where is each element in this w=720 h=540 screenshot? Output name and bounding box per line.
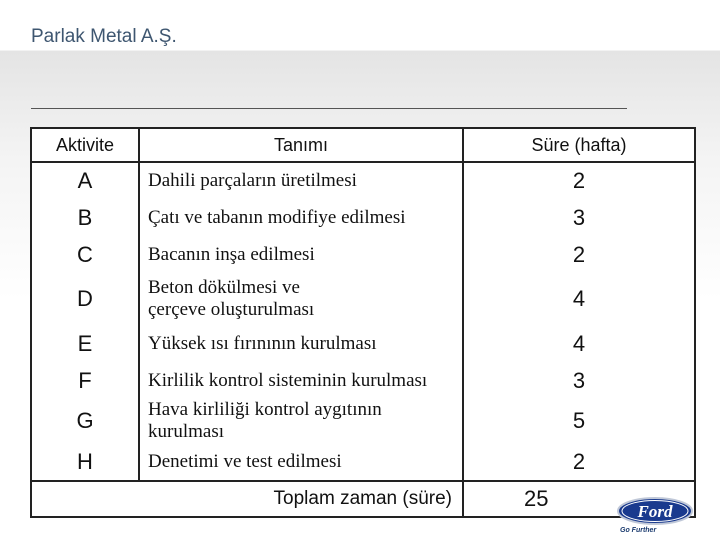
- activity-description: Hava kirliliği kontrol aygıtının kurulması: [139, 399, 463, 443]
- activity-duration: 4: [463, 273, 695, 325]
- activity-code: G: [31, 399, 139, 443]
- total-row: [31, 481, 695, 517]
- activity-code: B: [31, 199, 139, 236]
- total-value-text: 25: [524, 486, 549, 511]
- table-row: [31, 236, 695, 273]
- activity-duration: 2: [463, 236, 695, 273]
- activity-code: F: [31, 362, 139, 399]
- table-row: [31, 199, 695, 236]
- table-row: [31, 399, 695, 443]
- activity-code: D: [31, 273, 139, 325]
- table-row: [31, 362, 695, 399]
- activity-description: Çatı ve tabanın modifiye edilmesi: [139, 199, 463, 236]
- table-row: [31, 273, 695, 325]
- activity-duration: 3: [463, 199, 695, 236]
- table-row: [31, 325, 695, 362]
- column-header-duration: Süre (hafta): [463, 128, 695, 162]
- total-label: Toplam zaman (süre): [31, 481, 463, 517]
- activity-duration: 2: [463, 443, 695, 481]
- logo-wordmark: Ford: [637, 502, 673, 521]
- activity-duration: 2: [463, 162, 695, 199]
- activity-code: C: [31, 236, 139, 273]
- activity-description: Denetimi ve test edilmesi: [139, 443, 463, 481]
- table-row: [31, 443, 695, 481]
- activity-description: Dahili parçaların üretilmesi: [139, 162, 463, 199]
- activity-code: H: [31, 443, 139, 481]
- title-divider: [31, 108, 627, 109]
- logo-tagline: Go Further: [620, 527, 657, 534]
- activity-description: Bacanın inşa edilmesi: [139, 236, 463, 273]
- activity-description: Beton dökülmesi ve çerçeve oluşturulması: [139, 273, 463, 325]
- activity-description: Kirlilik kontrol sisteminin kurulması: [139, 362, 463, 399]
- company-title: Parlak Metal A.Ş.: [31, 26, 177, 47]
- activity-duration: 3: [463, 362, 695, 399]
- activities-table: [30, 127, 696, 518]
- table-header-row: [31, 128, 695, 162]
- activity-description: Yüksek ısı fırınının kurulması: [139, 325, 463, 362]
- activity-duration: 5: [463, 399, 695, 443]
- column-header-activity: Aktivite: [31, 128, 139, 162]
- table-row: [31, 162, 695, 199]
- activity-code: A: [31, 162, 139, 199]
- activity-duration: 4: [463, 325, 695, 362]
- activity-code: E: [31, 325, 139, 362]
- column-header-description: Tanımı: [139, 128, 463, 162]
